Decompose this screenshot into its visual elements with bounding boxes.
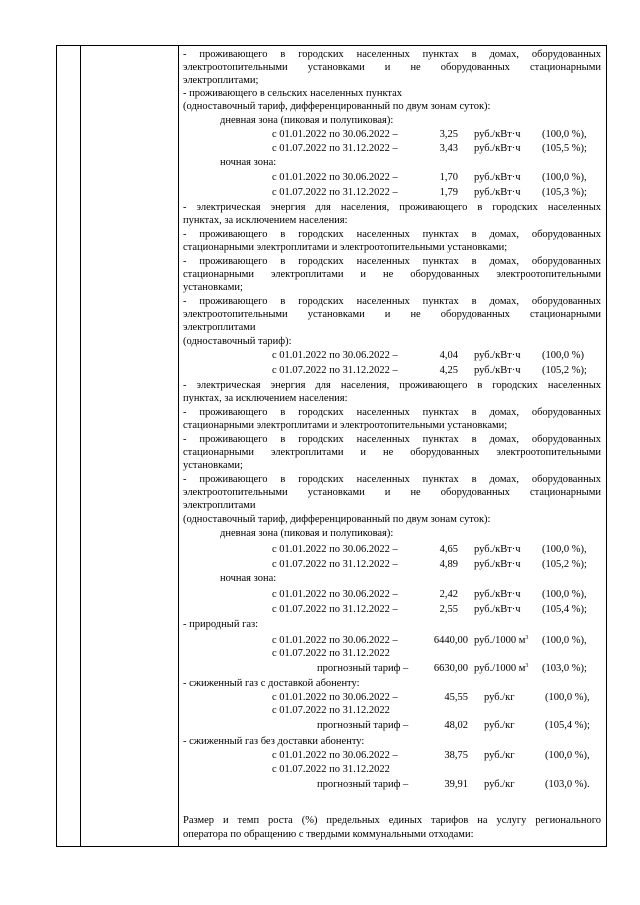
text-line: - проживающего в сельских населенных пунктах: [183, 88, 403, 99]
tariff-period: с 01.01.2022 по 30.06.2022 –: [272, 589, 398, 600]
text-line: стационарными электроплитами и электроотопительными установками;: [183, 242, 508, 253]
column-divider-1: [80, 45, 81, 847]
text-line: пунктах, за исключением населения:: [183, 393, 348, 404]
tariff-growth: (100,0 %),: [545, 692, 590, 703]
tariff-value: 4,89: [439, 559, 458, 570]
tariff-period: с 01.01.2022 по 30.06.2022 –: [272, 129, 398, 140]
forecast-label: прогнозный тариф –: [317, 779, 409, 790]
text-line: - сжиженный газ с доставкой абоненту:: [183, 678, 360, 689]
text-line: - электрическая энергия для населения, проживающего в городских населенных: [183, 202, 601, 213]
table-top-border: [56, 45, 607, 46]
text-line: - сжиженный газ без доставки абоненту:: [183, 736, 365, 747]
tariff-unit: руб./кг: [484, 750, 515, 761]
tariff-period: с 01.01.2022 по 30.06.2022 –: [272, 692, 398, 703]
tariff-growth: (105,4 %);: [545, 720, 590, 731]
tariff-period: с 01.01.2022 по 30.06.2022 –: [272, 635, 398, 646]
tariff-period: с 01.01.2022 по 30.06.2022 –: [272, 544, 398, 555]
text-line: Размер и темп роста (%) предельных единых тарифов на услугу регионального: [183, 815, 601, 826]
text-line: установками;: [183, 460, 243, 471]
tariff-unit-text: руб./1000 м: [474, 663, 526, 674]
tariff-period: с 01.07.2022 по 31.12.2022: [272, 705, 390, 716]
tariff-value: 3,43: [439, 143, 458, 154]
tariff-period: с 01.07.2022 по 31.12.2022: [272, 764, 390, 775]
tariff-growth: (100,0 %),: [542, 172, 587, 183]
tariff-growth: (100,0 %),: [545, 750, 590, 761]
tariff-period: с 01.07.2022 по 31.12.2022: [272, 648, 390, 659]
zone-label: ночная зона:: [220, 157, 277, 168]
tariff-growth: (100,0 %),: [542, 129, 587, 140]
tariff-value: 4,04: [439, 350, 458, 361]
tariff-growth: (105,3 %);: [542, 187, 587, 198]
text-line: установками;: [183, 282, 243, 293]
tariff-unit: руб./кВт·ч: [474, 365, 521, 376]
tariff-unit: руб./кг: [484, 692, 515, 703]
tariff-value: 38,75: [444, 750, 468, 761]
zone-label: ночная зона:: [220, 573, 277, 584]
tariff-unit: руб./кВт·ч: [474, 559, 521, 570]
tariff-growth: (100,0 %),: [542, 544, 587, 555]
forecast-label: прогнозный тариф –: [317, 720, 409, 731]
tariff-growth: (100,0 %): [542, 350, 584, 361]
tariff-value: 3,25: [439, 129, 458, 140]
text-line: стационарными электроплитами и электроотопительными установками;: [183, 420, 508, 431]
tariff-unit: [474, 634, 528, 647]
tariff-unit: руб./кВт·ч: [474, 172, 521, 183]
tariff-value: 6630,00: [433, 663, 468, 674]
tariff-unit: руб./кВт·ч: [474, 143, 521, 154]
text-line: электроотопительными установками и не оборудованных стационарными: [183, 487, 601, 498]
tariff-period: с 01.01.2022 по 30.06.2022 –: [272, 172, 398, 183]
tariff-period: с 01.07.2022 по 31.12.2022 –: [272, 143, 398, 154]
text-line: - проживающего в городских населенных пунктах в домах, оборудованных: [183, 49, 601, 60]
zone-label: дневная зона (пиковая и полупиковая):: [220, 115, 394, 126]
tariff-unit: руб./кВт·ч: [474, 544, 521, 555]
text-line: (одноставочный тариф, дифференцированный по двум зонам суток):: [183, 101, 491, 112]
tariff-period: с 01.07.2022 по 31.12.2022 –: [272, 187, 398, 198]
tariff-growth: (105,5 %);: [542, 143, 587, 154]
text-line: пунктах, за исключением населения:: [183, 215, 348, 226]
table-left-border: [56, 45, 57, 847]
text-line: - проживающего в городских населенных пунктах в домах, оборудованных: [183, 474, 601, 485]
tariff-growth: (105,2 %);: [542, 559, 587, 570]
tariff-unit: руб./кВт·ч: [474, 129, 521, 140]
text-line: - проживающего в городских населенных пунктах в домах, оборудованных: [183, 434, 601, 445]
tariff-value: 4,25: [439, 365, 458, 376]
tariff-growth: (100,0 %),: [542, 635, 587, 646]
tariff-value: 2,55: [439, 604, 458, 615]
table-right-border: [606, 45, 607, 847]
text-line: - природный газ:: [183, 619, 259, 630]
text-line: (одноставочный тариф, дифференцированный по двум зонам суток):: [183, 514, 491, 525]
tariff-period: с 01.01.2022 по 30.06.2022 –: [272, 350, 398, 361]
tariff-growth: (103,0 %);: [542, 663, 587, 674]
tariff-unit: руб./кг: [484, 720, 515, 731]
tariff-period: с 01.01.2022 по 30.06.2022 –: [272, 750, 398, 761]
tariff-value: 1,79: [439, 187, 458, 198]
text-line: электроотопительными установками и не оборудованных стационарными: [183, 62, 601, 73]
text-line: стационарными электроплитами и не оборудованных электроотопительными: [183, 269, 601, 280]
tariff-value: 48,02: [444, 720, 468, 731]
text-line: - проживающего в городских населенных пунктах в домах, оборудованных: [183, 296, 601, 307]
forecast-label: прогнозный тариф –: [317, 663, 409, 674]
tariff-unit-text: руб./1000 м: [474, 635, 526, 646]
zone-label: дневная зона (пиковая и полупиковая):: [220, 528, 394, 539]
text-line: электроотопительными установками и не оборудованных стационарными: [183, 309, 601, 320]
text-line: - проживающего в городских населенных пунктах в домах, оборудованных: [183, 256, 601, 267]
tariff-growth: (105,2 %);: [542, 365, 587, 376]
tariff-value: 4,65: [439, 544, 458, 555]
tariff-unit: руб./кг: [484, 779, 515, 790]
text-line: оператора по обращению с твердыми коммунальными отходами:: [183, 829, 474, 840]
tariff-growth: (105,4 %);: [542, 604, 587, 615]
text-line: электроплитами;: [183, 75, 259, 86]
column-divider-2: [178, 45, 179, 847]
text-line: - проживающего в городских населенных пунктах в домах, оборудованных: [183, 229, 601, 240]
tariff-unit: руб./кВт·ч: [474, 604, 521, 615]
tariff-period: с 01.07.2022 по 31.12.2022 –: [272, 604, 398, 615]
tariff-unit: руб./кВт·ч: [474, 350, 521, 361]
text-line: - электрическая энергия для населения, проживающего в городских населенных: [183, 380, 601, 391]
tariff-growth: (103,0 %).: [545, 779, 590, 790]
tariff-value: 6440,00: [433, 635, 468, 646]
table-bottom-border: [56, 846, 607, 847]
tariff-growth: (100,0 %),: [542, 589, 587, 600]
tariff-value: 2,42: [439, 589, 458, 600]
text-line: стационарными электроплитами и не оборудованных электроотопительными: [183, 447, 601, 458]
tariff-value: 45,55: [444, 692, 468, 703]
tariff-unit: руб./кВт·ч: [474, 589, 521, 600]
text-line: электроплитами: [183, 500, 256, 511]
text-line: (одноставочный тариф):: [183, 336, 292, 347]
tariff-value: 1,70: [439, 172, 458, 183]
tariff-unit: [474, 662, 528, 675]
unit-superscript: 3: [525, 663, 529, 669]
tariff-unit: руб./кВт·ч: [474, 187, 521, 198]
tariff-period: с 01.07.2022 по 31.12.2022 –: [272, 365, 398, 376]
tariff-period: с 01.07.2022 по 31.12.2022 –: [272, 559, 398, 570]
unit-superscript: 3: [525, 635, 529, 641]
tariff-value: 39,91: [444, 779, 468, 790]
text-line: - проживающего в городских населенных пунктах в домах, оборудованных: [183, 407, 601, 418]
text-line: электроплитами: [183, 322, 256, 333]
